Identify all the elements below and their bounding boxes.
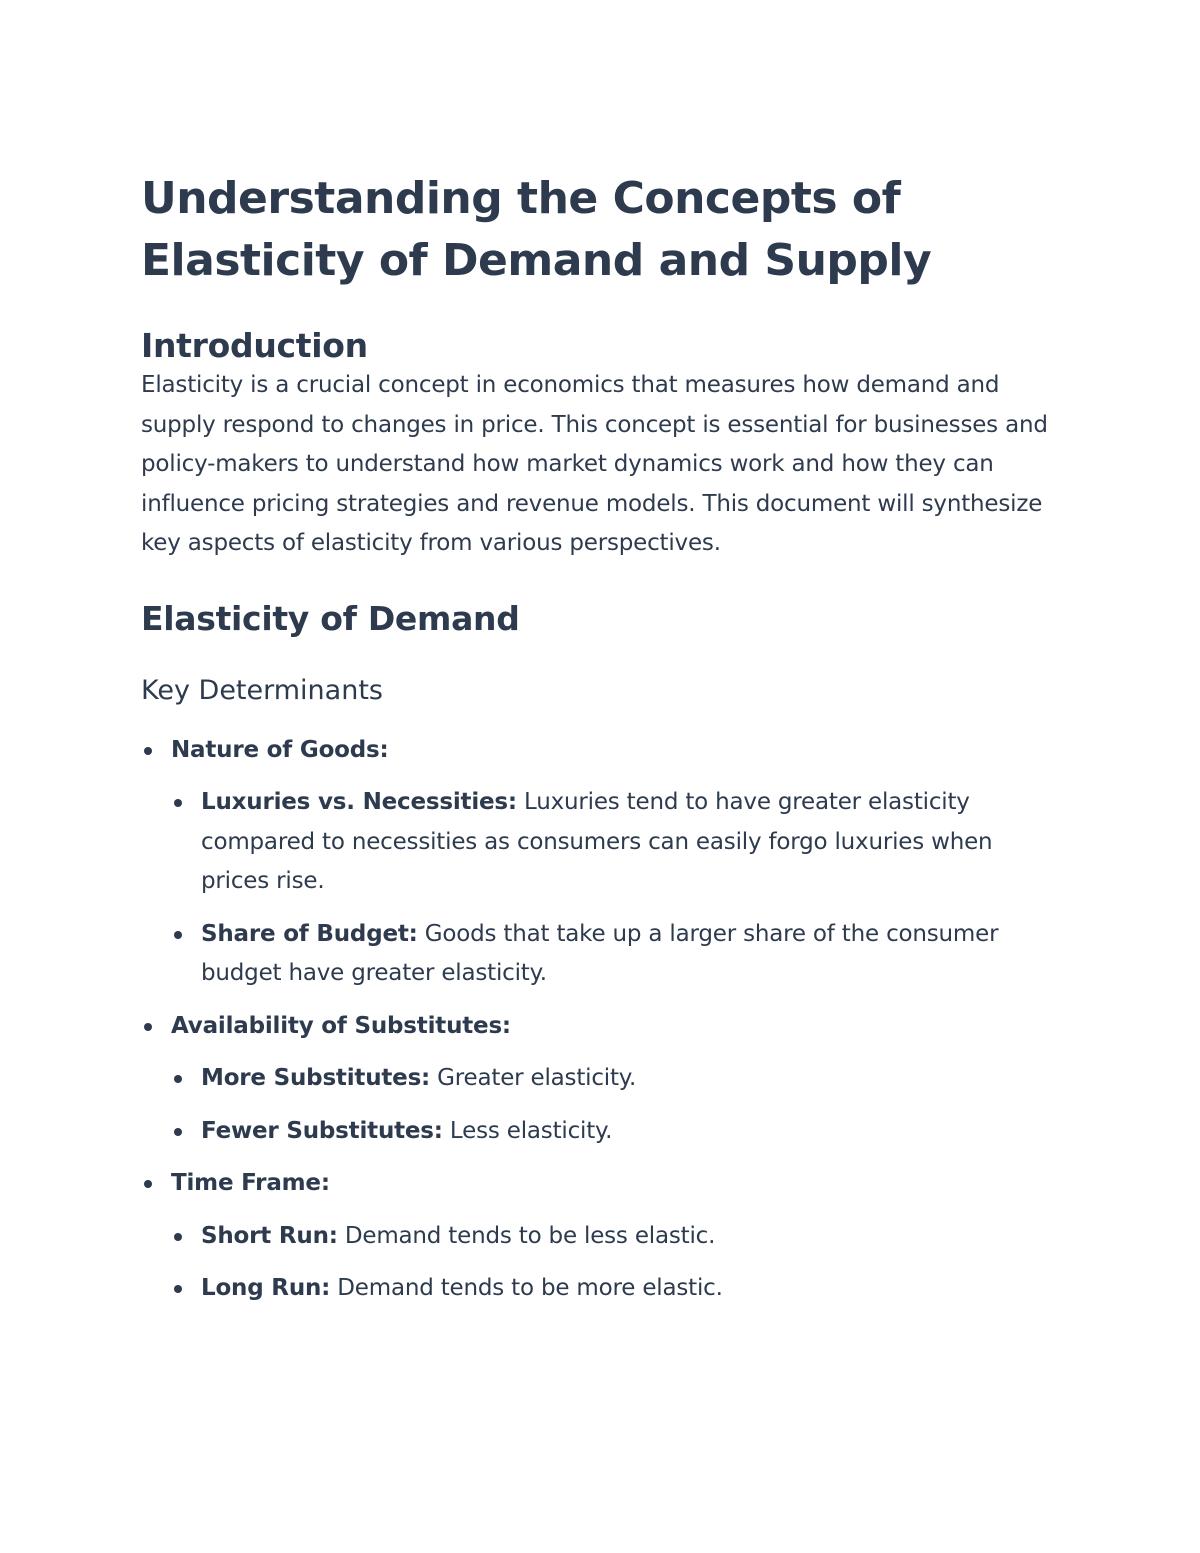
bullet-icon	[144, 1180, 152, 1188]
list-item	[171, 1112, 1061, 1152]
list-item-label: Share of Budget:	[201, 920, 418, 947]
bullet-icon	[174, 931, 182, 939]
list-item-label: Long Run:	[201, 1275, 331, 1301]
list-item-label: More Substitutes:	[201, 1065, 431, 1091]
list-item-text: Less elasticity.	[442, 1117, 613, 1144]
list-item-label: Availability of Substitutes:	[171, 1012, 511, 1039]
sub-list	[171, 1059, 1061, 1151]
bullet-icon	[174, 799, 182, 807]
list-item-text: Luxuries tend to have greater elasticity compared to necessities as consumers can easily forgo luxuries when prices rise.	[201, 789, 993, 894]
bullet-icon	[174, 1233, 182, 1241]
list-item	[171, 1059, 1061, 1099]
introduction-paragraph: Elasticity is a crucial concept in economics that measures how demand and supply respond to changes in price. This concept is essential for businesses and policy-makers to understand how market dynamics work and how they can influence pricing strategies and revenue models. This document will synthesize key aspects of elasticity from various perspectives.	[141, 372, 1048, 556]
bullet-icon	[174, 1285, 182, 1293]
list-item	[141, 1007, 1061, 1152]
list-item-label: Fewer Substitutes:	[201, 1117, 443, 1144]
key-determinants-subheading: Key Determinants	[141, 674, 383, 706]
sub-list	[171, 1217, 1061, 1309]
list-item-label: Luxuries vs. Necessities:	[201, 789, 517, 815]
bullet-icon	[174, 1075, 182, 1083]
list-item	[141, 731, 1061, 994]
list-item	[171, 915, 1061, 994]
introduction-heading: Introduction	[141, 326, 368, 365]
bullet-icon	[144, 747, 152, 755]
list-item-text: Greater elasticity.	[430, 1065, 637, 1091]
list-item	[171, 783, 1061, 902]
document-page	[141, 168, 1061, 1322]
list-item	[171, 1217, 1061, 1257]
document-title: Understanding the Concepts of Elasticity of Demand and Supply	[141, 173, 932, 286]
list-item-label: Short Run:	[201, 1222, 338, 1249]
list-item-text: Goods that take up a larger share of the consumer budget have greater elasticity.	[201, 920, 999, 986]
list-item	[171, 1269, 1061, 1309]
list-item	[141, 1164, 1061, 1309]
list-item-label: Nature of Goods:	[171, 736, 389, 763]
list-item-text: Demand tends to be more elastic.	[330, 1275, 723, 1301]
bullet-icon	[174, 1128, 182, 1136]
elasticity-of-demand-heading: Elasticity of Demand	[141, 598, 520, 638]
determinants-list	[141, 731, 1061, 1309]
sub-list	[171, 783, 1061, 994]
bullet-icon	[144, 1023, 152, 1031]
list-item-label: Time Frame:	[171, 1170, 330, 1196]
list-item-text: Demand tends to be less elastic.	[337, 1222, 716, 1249]
